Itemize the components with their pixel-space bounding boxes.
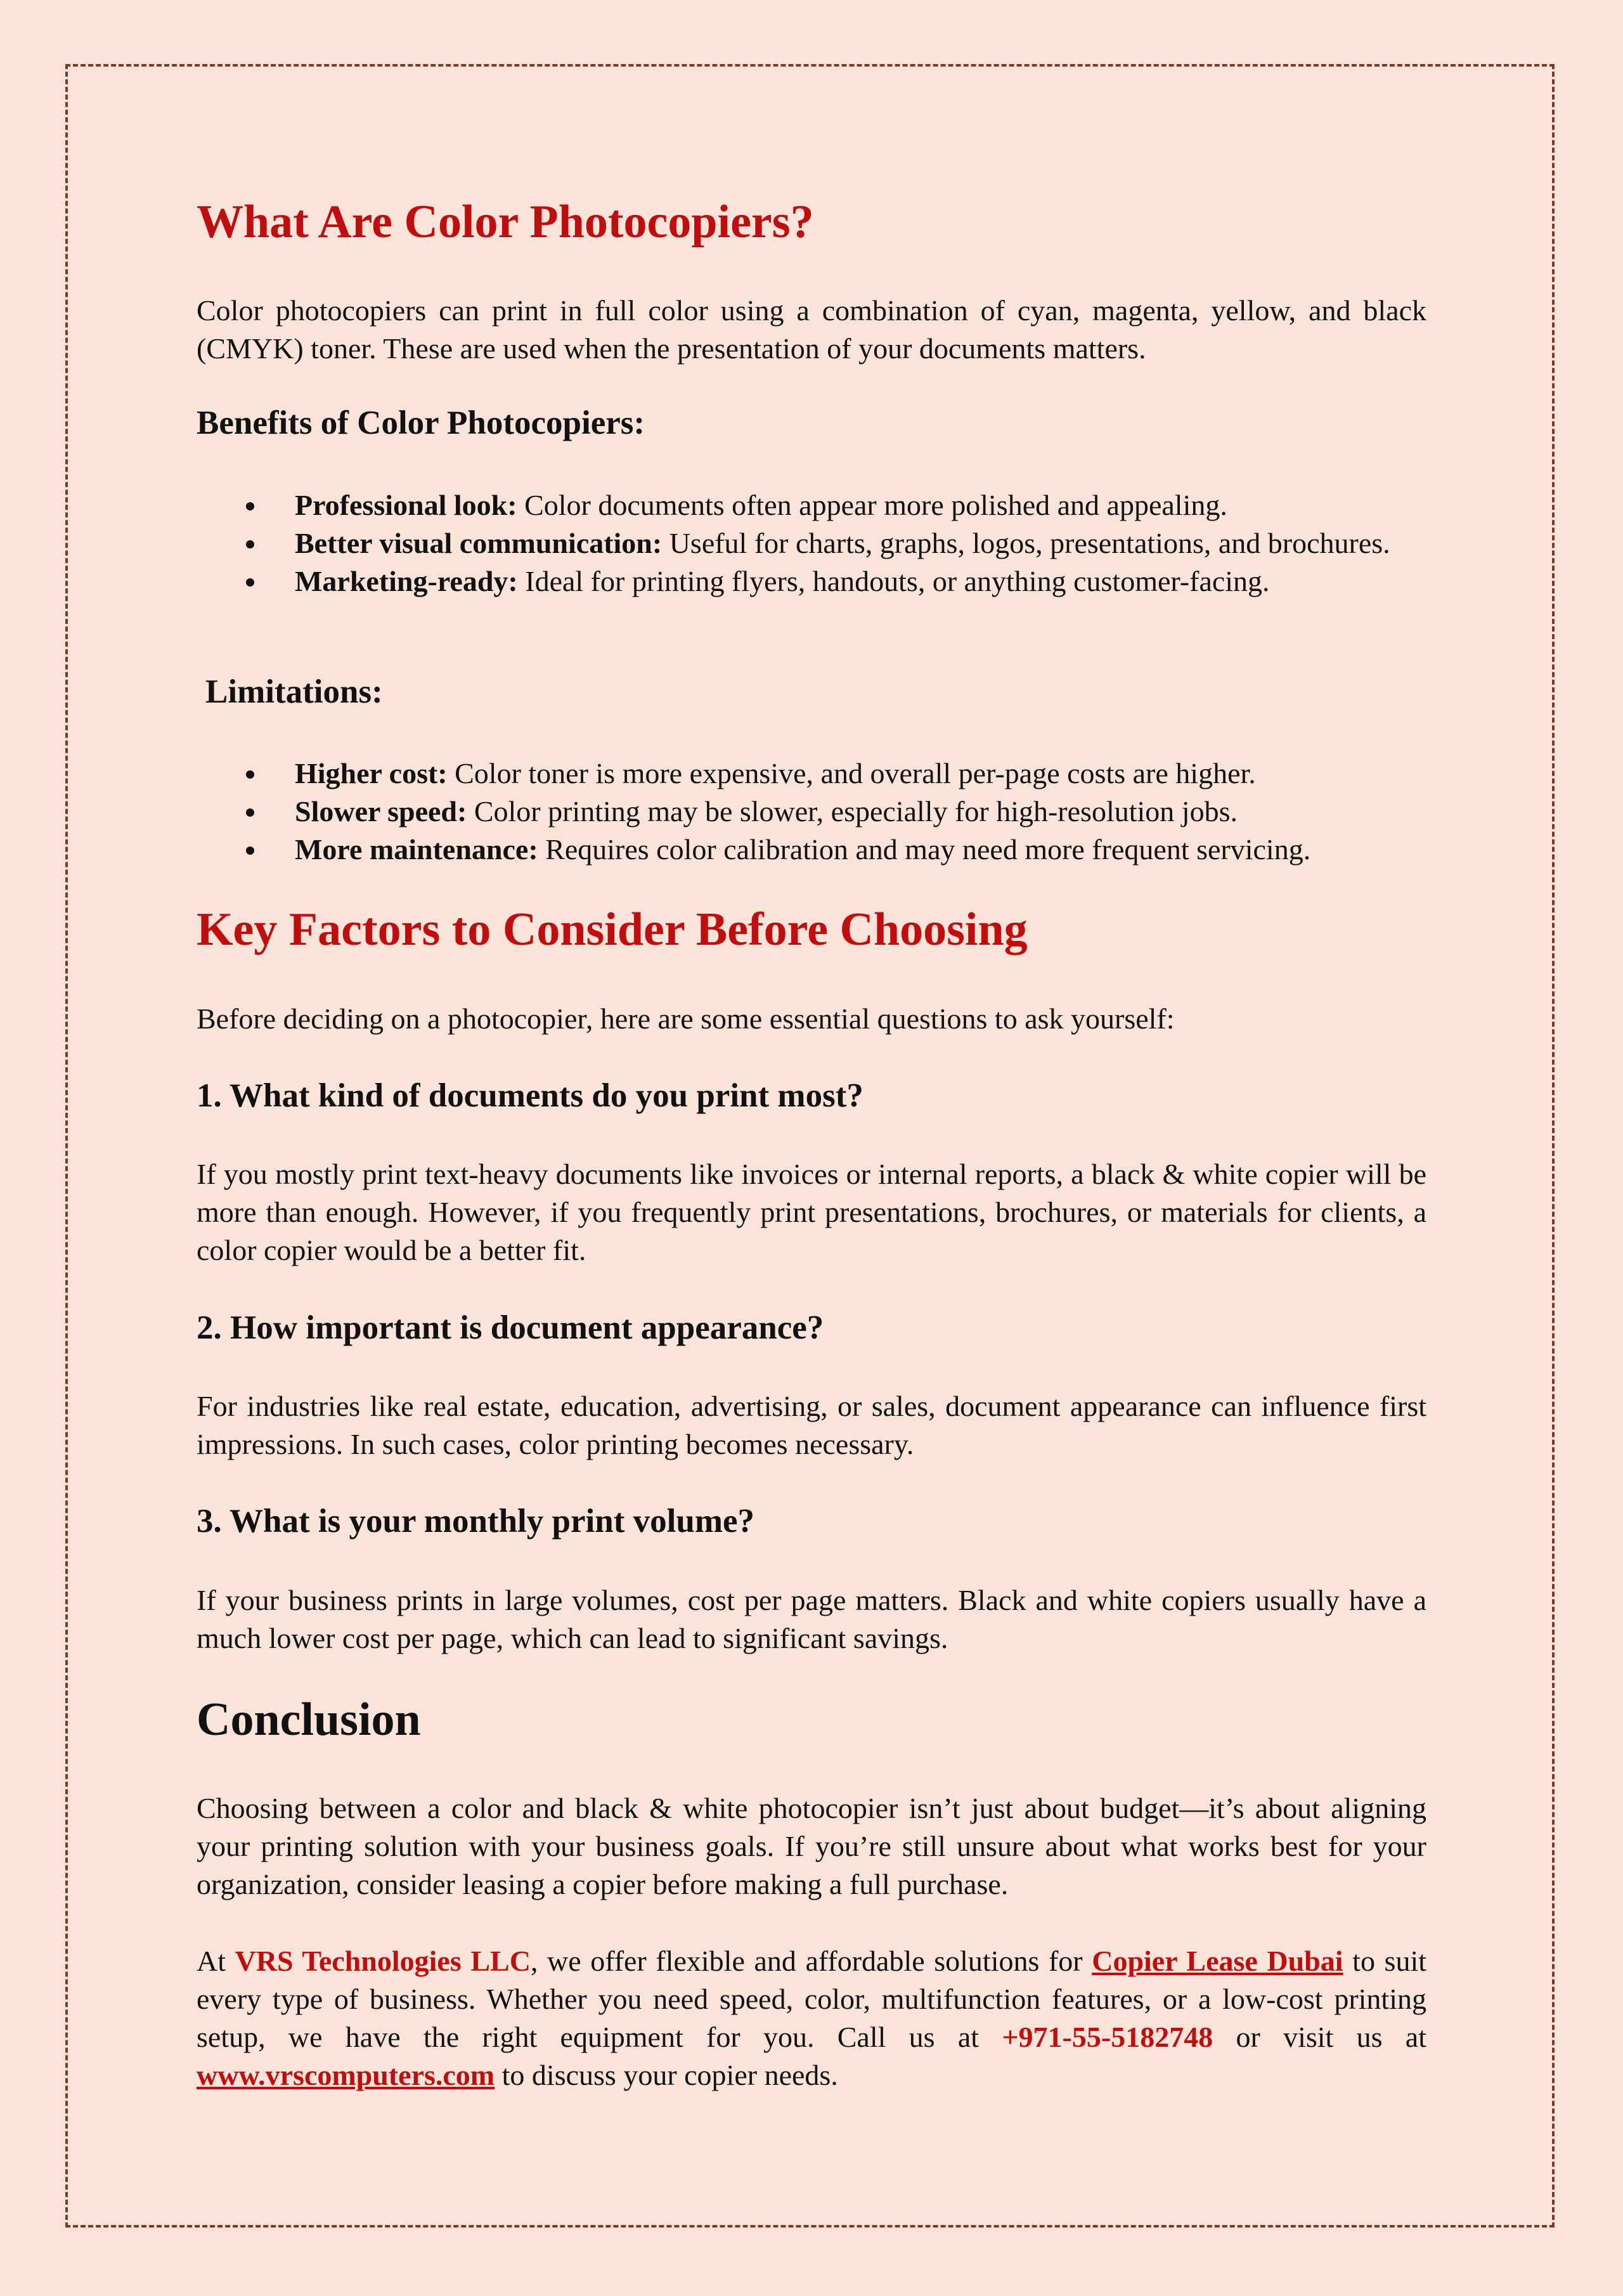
list-item-term: More maintenance: [295,833,538,866]
list-item [295,562,1426,600]
heading-question-1: 1. What kind of documents do you print most? [197,1077,863,1114]
contact-text: , we offer flexible and affordable solutions for [530,1945,1092,1977]
heading-conclusion: Conclusion [197,1694,421,1746]
benefits-list [295,486,1426,600]
list-item-text: Ideal for printing flyers, handouts, or anything customer-facing. [517,565,1270,597]
list-item-text: Requires color calibration and may need more frequent servicing. [538,833,1311,866]
list-item-term: Professional look: [295,489,517,521]
conclusion-paragraph: Choosing between a color and black & white photocopier isn’t just about budget—it’s about aligning your printing solution with your business goals. If you’re still unsure about what works best for your organization, consider leasing a copier before making a full purchase. [197,1792,1426,1900]
list-item [295,755,1426,793]
contact-text: At [197,1945,235,1977]
list-item-text: Color toner is more expensive, and overall per-page costs are higher. [447,757,1256,789]
limitations-list [295,755,1426,869]
list-item [295,524,1426,562]
question-1-paragraph: If you mostly print text-heavy documents like invoices or internal reports, a black & white copier will be more than enough. However, if you frequently print presentations, brochures, or materials for clients, a color copier would be a better fit. [197,1158,1426,1266]
heading-key-factors: Key Factors to Consider Before Choosing [197,904,1028,956]
list-item-term: Better visual communication: [295,527,663,559]
list-item [295,486,1426,524]
company-name: VRS Technologies LLC [235,1945,531,1977]
heading-question-2: 2. How important is document appearance? [197,1309,824,1346]
contact-text: or visit us at [1213,2021,1426,2053]
phone-number: +971-55-5182748 [1002,2021,1213,2053]
heading-limitations: Limitations: [205,673,383,710]
contact-paragraph [197,1942,1426,2094]
list-item-text: Useful for charts, graphs, logos, presentations, and brochures. [662,527,1390,559]
heading-question-3: 3. What is your monthly print volume? [197,1503,755,1540]
question-3-paragraph: If your business prints in large volumes, cost per page matters. Black and white copiers usually have a much lower cost per page, which can lead to significant savings. [197,1584,1426,1654]
website-link[interactable]: www.vrscomputers.com [197,2059,495,2091]
list-item-term: Marketing-ready: [295,565,518,597]
color-intro-paragraph: Color photocopiers can print in full color using a combination of cyan, magenta, yellow, and black (CMYK) toner. These are used when the presentation of your documents matters. [197,294,1426,365]
factors-intro-paragraph: Before deciding on a photocopier, here are some essential questions to ask yourself: [197,1002,1175,1035]
list-item-term: Slower speed: [295,795,467,827]
list-item [295,831,1426,869]
question-2-paragraph: For industries like real estate, education, advertising, or sales, document appearance can influence first impressions. In such cases, color printing becomes necessary. [197,1390,1426,1460]
copier-lease-dubai-link[interactable]: Copier Lease Dubai [1092,1945,1343,1977]
list-item-text: Color documents often appear more polished and appealing. [517,489,1227,521]
heading-color-photocopiers: What Are Color Photocopiers? [197,196,814,248]
heading-benefits: Benefits of Color Photocopiers: [197,405,645,441]
list-item-term: Higher cost: [295,757,448,789]
list-item [295,793,1426,831]
contact-text: to suit every type of business. Whether you need speed, color, multifunction features, or a low-cost printing setup, we have the right equipment for you. Call us at [197,1945,1427,2053]
contact-text: to discuss your copier needs. [495,2059,838,2091]
list-item-text: Color printing may be slower, especially for high-resolution jobs. [467,795,1238,827]
